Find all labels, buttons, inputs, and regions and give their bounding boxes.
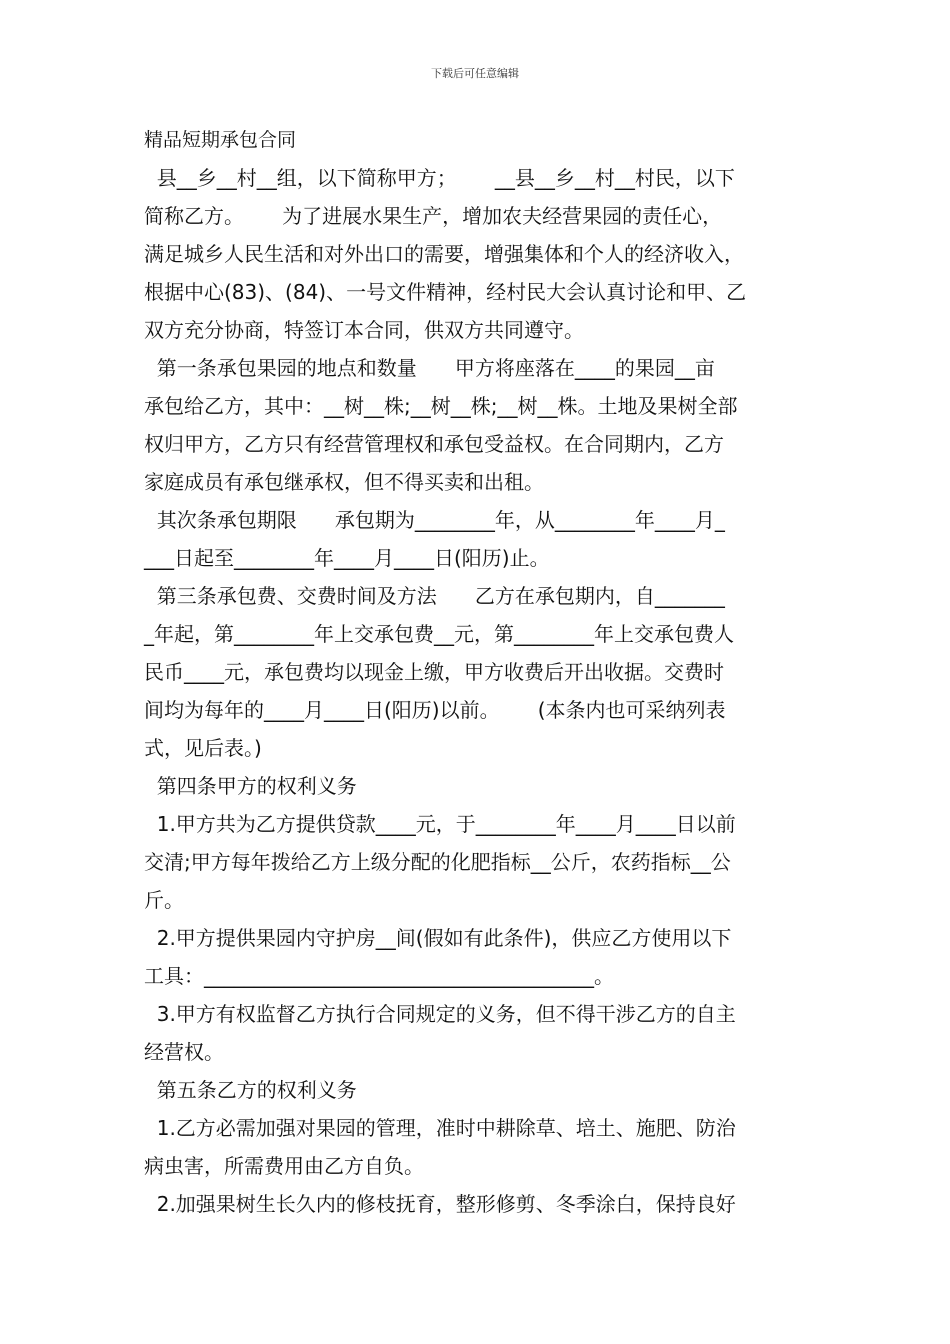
text-line-1: 县__乡__村__组，以下简称甲方； __县__乡__村__村民，以下 <box>144 166 735 190</box>
text-line-8: 权归甲方，乙方只有经营管理权和承包受益权。在合同期内，乙方 <box>144 432 724 456</box>
text-line-7: 承包给乙方，其中：__树__株;__树__株;__树__株。土地及果树全部 <box>144 394 738 418</box>
article-1-heading-line: 第一条承包果园的地点和数量 甲方将座落在____的果园__亩 <box>144 356 715 380</box>
text-line-13: _年起，第________年上交承包费__元，第________年上交承包费人 <box>144 622 734 646</box>
text-line-26: 1.乙方必需加强对果园的管理，准时中耕除草、培土、施肥、防治 <box>144 1116 736 1140</box>
text-line-4: 根据中心(83)、(84)、一号文件精神，经村民大会认真讨论和甲、乙 <box>144 280 747 304</box>
page-header-note: 下载后可任意编辑 <box>431 67 519 80</box>
text-line-2: 简称乙方。 为了进展水果生产，增加农夫经营果园的责任心， <box>144 204 723 228</box>
article-4-heading: 第四条甲方的权利义务 <box>144 774 357 798</box>
text-line-28: 2.加强果树生长久内的修枝抚育，整形修剪、冬季涂白，保持良好 <box>144 1192 736 1216</box>
text-line-11: ___日起至________年____月____日(阳历)止。 <box>144 546 550 570</box>
text-line-9: 家庭成员有承包继承权，但不得买卖和出租。 <box>144 470 544 494</box>
text-line-19: 交清;甲方每年拨给乙方上级分配的化肥指标__公斤，农药指标__公 <box>144 850 731 874</box>
article-2-heading-line: 其次条承包期限 承包期为________年，从________年____月_ <box>144 508 725 532</box>
document-title: 精品短期承包合同 <box>144 129 297 151</box>
text-line-16: 式，见后表。) <box>144 736 262 760</box>
text-line-20: 斤。 <box>144 888 184 912</box>
article-3-heading-line: 第三条承包费、交费时间及方法 乙方在承包期内，自_______ <box>144 584 725 608</box>
text-line-22: 工具：_______________________________________。 <box>144 964 614 988</box>
text-line-5: 双方充分协商，特签订本合同，供双方共同遵守。 <box>144 318 584 342</box>
text-line-27: 病虫害，所需费用由乙方自负。 <box>144 1154 424 1178</box>
text-line-23: 3.甲方有权监督乙方执行合同规定的义务，但不得干涉乙方的自主 <box>144 1002 736 1026</box>
text-line-3: 满足城乡人民生活和对外出口的需要，增强集体和个人的经济收入， <box>144 242 744 266</box>
text-line-14: 民币____元，承包费均以现金上缴，甲方收费后开出收据。交费时 <box>144 660 724 684</box>
text-line-18: 1.甲方共为乙方提供贷款____元，于________年____月____日以前 <box>144 812 736 836</box>
text-line-21: 2.甲方提供果园内守护房__间(假如有此条件)，供应乙方使用以下 <box>144 926 732 950</box>
contract-body <box>144 121 809 1223</box>
text-line-15: 间均为每年的____月____日(阳历)以前。 (本条内也可采纳列表 <box>144 698 726 722</box>
article-5-heading: 第五条乙方的权利义务 <box>144 1078 357 1102</box>
text-line-24: 经营权。 <box>144 1040 224 1064</box>
